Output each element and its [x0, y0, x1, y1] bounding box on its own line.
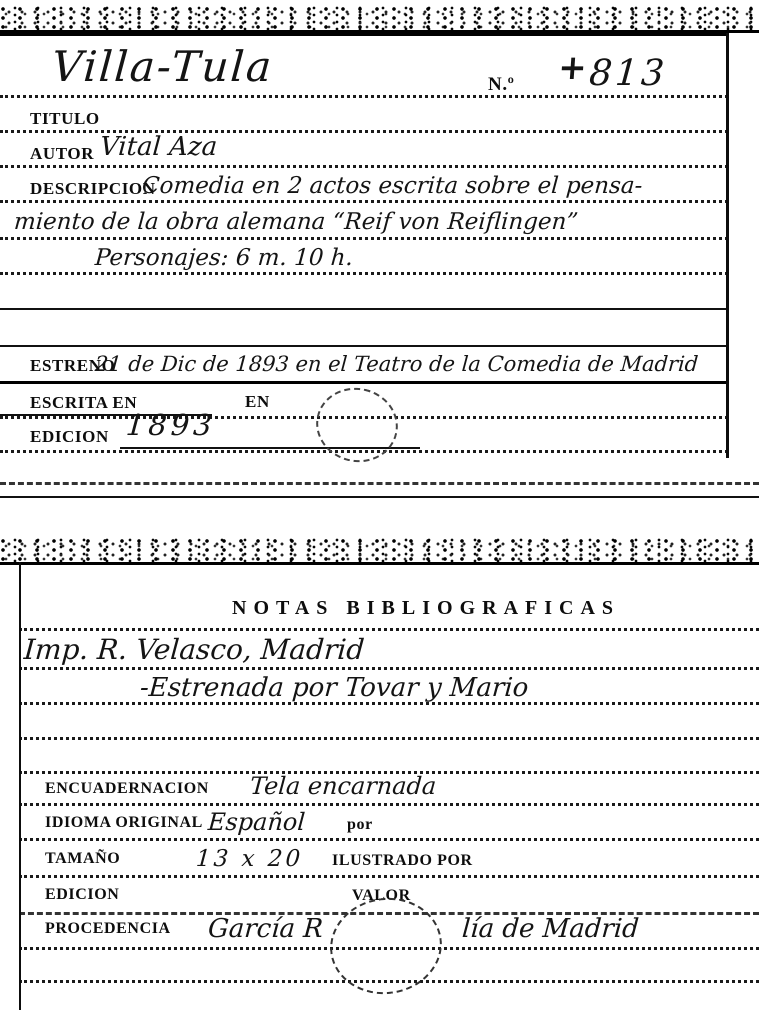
tamano-label: TAMAÑO: [45, 850, 121, 867]
handwritten-procedencia-right: lía de Madrid: [460, 914, 640, 944]
ruled-line: [0, 272, 728, 275]
ruled-line: [19, 875, 759, 878]
ruled-line: [0, 496, 759, 498]
ruled-line: [0, 200, 728, 203]
ilustrado-por-label: ILUSTRADO POR: [332, 852, 473, 869]
en-label: EN: [245, 392, 270, 411]
ruled-line: [0, 381, 728, 384]
ruled-line: [19, 628, 759, 631]
ruled-line: [0, 482, 759, 485]
descripcion-label: DESCRIPCION: [30, 179, 156, 198]
handwritten-estreno: 21 de Dic de 1893 en el Teatro de la Comedia de Madrid: [94, 352, 700, 376]
procedencia-label: PROCEDENCIA: [45, 920, 171, 937]
handwritten-tamano: 13 x 20: [195, 846, 305, 872]
ruled-line: [0, 165, 728, 168]
notas-heading: NOTAS BIBLIOGRAFICAS: [232, 597, 621, 619]
ink-stamp-circle: [324, 891, 448, 1002]
handwritten-idioma: Español: [207, 808, 307, 836]
card-number-digits: 813: [587, 53, 669, 94]
autor-label: AUTOR: [30, 144, 95, 163]
escrita-en-label: ESCRITA EN: [30, 393, 138, 412]
ruled-line: [0, 345, 728, 347]
handwritten-card-number: [556, 48, 668, 94]
handwritten-procedencia-left: García R: [206, 914, 324, 944]
edicion-back-label: EDICION: [45, 886, 120, 903]
idioma-original-label: IDIOMA ORIGINAL: [45, 814, 203, 831]
handwritten-edicion-year: 1893: [124, 408, 218, 442]
handwritten-note-imprenta: Imp. R. Velasco, Madrid: [22, 633, 366, 666]
ruled-line: [19, 838, 759, 841]
valor-label: VALOR: [352, 887, 411, 904]
scan-edge-band-top: [0, 6, 759, 33]
handwritten-note-estrenada: -Estrenada por Tovar y Mario: [138, 673, 530, 703]
handwritten-descripcion-line1: Comedia en 2 actos escrita sobre el pensa-: [141, 173, 644, 199]
edicion-label: EDICION: [30, 427, 109, 446]
por-label: por: [347, 816, 373, 833]
ink-stamp-circle: [309, 380, 405, 469]
handwritten-autor: Vital Aza: [98, 132, 219, 162]
handwritten-descripcion-line2: miento de la obra alemana “Reif von Reiflingen”: [13, 209, 580, 235]
titulo-label: TITULO: [30, 109, 100, 128]
ruled-line: [19, 667, 759, 670]
card-border-right: [726, 33, 729, 458]
card-border-left: [19, 562, 21, 1010]
ruled-line: [0, 33, 728, 36]
handwritten-descripcion-line3: Personajes: 6 m. 10 h.: [94, 245, 354, 271]
ruled-line: [19, 803, 759, 806]
estreno-label: ESTRENO: [30, 356, 116, 375]
scan-edge-band-middle: [0, 538, 759, 565]
ruled-line: [0, 308, 728, 310]
handwritten-title: Villa-Tula: [50, 42, 275, 91]
number-label: N.º: [488, 74, 515, 95]
handwritten-encuadernacion: Tela encarnada: [249, 772, 438, 800]
plus-mark: +: [556, 48, 592, 88]
ruled-line: [0, 95, 728, 98]
encuadernacion-label: ENCUADERNACION: [45, 780, 209, 797]
ruled-line: [19, 737, 759, 740]
ruled-line: [0, 237, 728, 240]
